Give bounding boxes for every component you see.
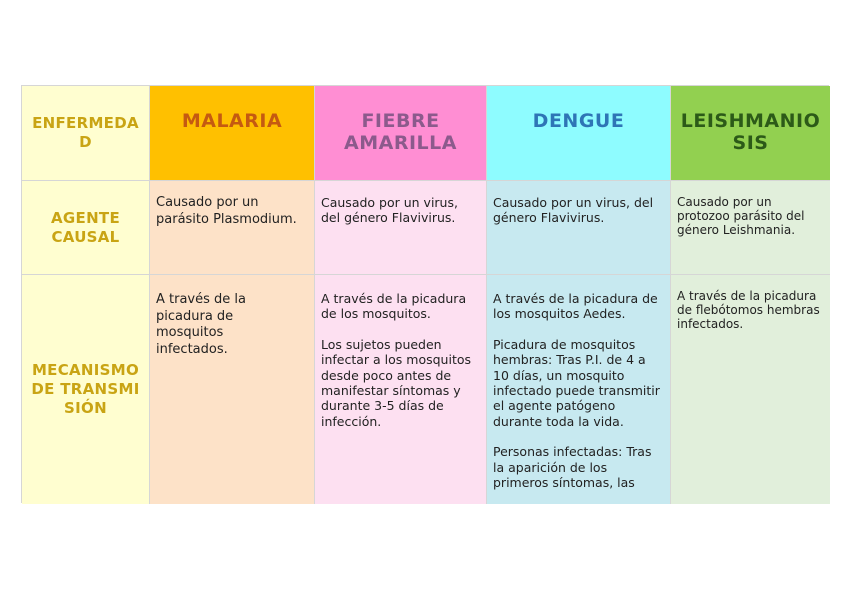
row-header-enfermedad bbox=[22, 86, 150, 181]
row-header-agente-causal bbox=[22, 181, 150, 275]
mecanismo-fiebre-amarilla bbox=[315, 275, 487, 504]
column-header-leishmaniosis bbox=[671, 86, 830, 181]
mecanismo-leishmaniosis-text: A través de la picadura de flebótomos hembras infectados. bbox=[677, 289, 820, 331]
agente-causal-dengue bbox=[487, 181, 671, 275]
agente-causal-leishmaniosis-text: Causado por un protozoo parásito del género Leishmania. bbox=[677, 195, 805, 237]
row-header-agente-causal-label: AGENTE CAUSAL bbox=[51, 208, 120, 246]
column-header-fiebre-amarilla-label: FIEBRE AMARILLA bbox=[344, 110, 457, 154]
row-header-mecanismo-label: MECANISMO DE TRANSMISIÓN bbox=[31, 361, 140, 417]
disease-comparison-table bbox=[21, 85, 829, 503]
mecanismo-fiebre-amarilla-text-1: A través de la picadura de los mosquitos. bbox=[321, 291, 467, 322]
agente-causal-malaria-text: Causado por un parásito Plasmodium. bbox=[156, 195, 297, 227]
mecanismo-dengue-text-1: A través de la picadura de los mosquitos Aedes. bbox=[493, 291, 658, 322]
mecanismo-malaria-text: A través de la picadura de mosquitos infectados. bbox=[156, 292, 246, 357]
column-header-leishmaniosis-label: LEISHMANIOSIS bbox=[680, 110, 821, 154]
agente-causal-fiebre-amarilla bbox=[315, 181, 487, 275]
row-header-mecanismo bbox=[22, 275, 150, 504]
column-header-malaria bbox=[150, 86, 315, 181]
mecanismo-dengue-text-3: Personas infectadas: Tras la aparición de los primeros síntomas, las bbox=[493, 444, 652, 491]
row-header-enfermedad-label: ENFERMEDAD bbox=[32, 114, 139, 151]
agente-causal-malaria bbox=[150, 181, 315, 275]
column-header-dengue bbox=[487, 86, 671, 181]
mecanismo-leishmaniosis bbox=[671, 275, 830, 504]
mecanismo-dengue-text-2: Picadura de mosquitos hembras: Tras P.I. de 4 a 10 días, un mosquito infectado puede transmitir el agente patógeno durante toda la vida. bbox=[493, 336, 660, 429]
column-header-dengue-label: DENGUE bbox=[532, 110, 625, 132]
mecanismo-malaria bbox=[150, 275, 315, 504]
column-header-fiebre-amarilla bbox=[315, 86, 487, 181]
agente-causal-fiebre-amarilla-text: Causado por un virus, del género Flavivirus. bbox=[321, 195, 458, 226]
mecanismo-dengue bbox=[487, 275, 671, 504]
column-header-malaria-label: MALARIA bbox=[181, 110, 283, 132]
agente-causal-leishmaniosis bbox=[671, 181, 830, 275]
agente-causal-dengue-text: Causado por un virus, del género Flavivirus. bbox=[493, 195, 654, 226]
mecanismo-fiebre-amarilla-text-2: Los sujetos pueden infectar a los mosquitos desde poco antes de manifestar síntomas y durante 3-5 días de infección. bbox=[321, 336, 471, 429]
